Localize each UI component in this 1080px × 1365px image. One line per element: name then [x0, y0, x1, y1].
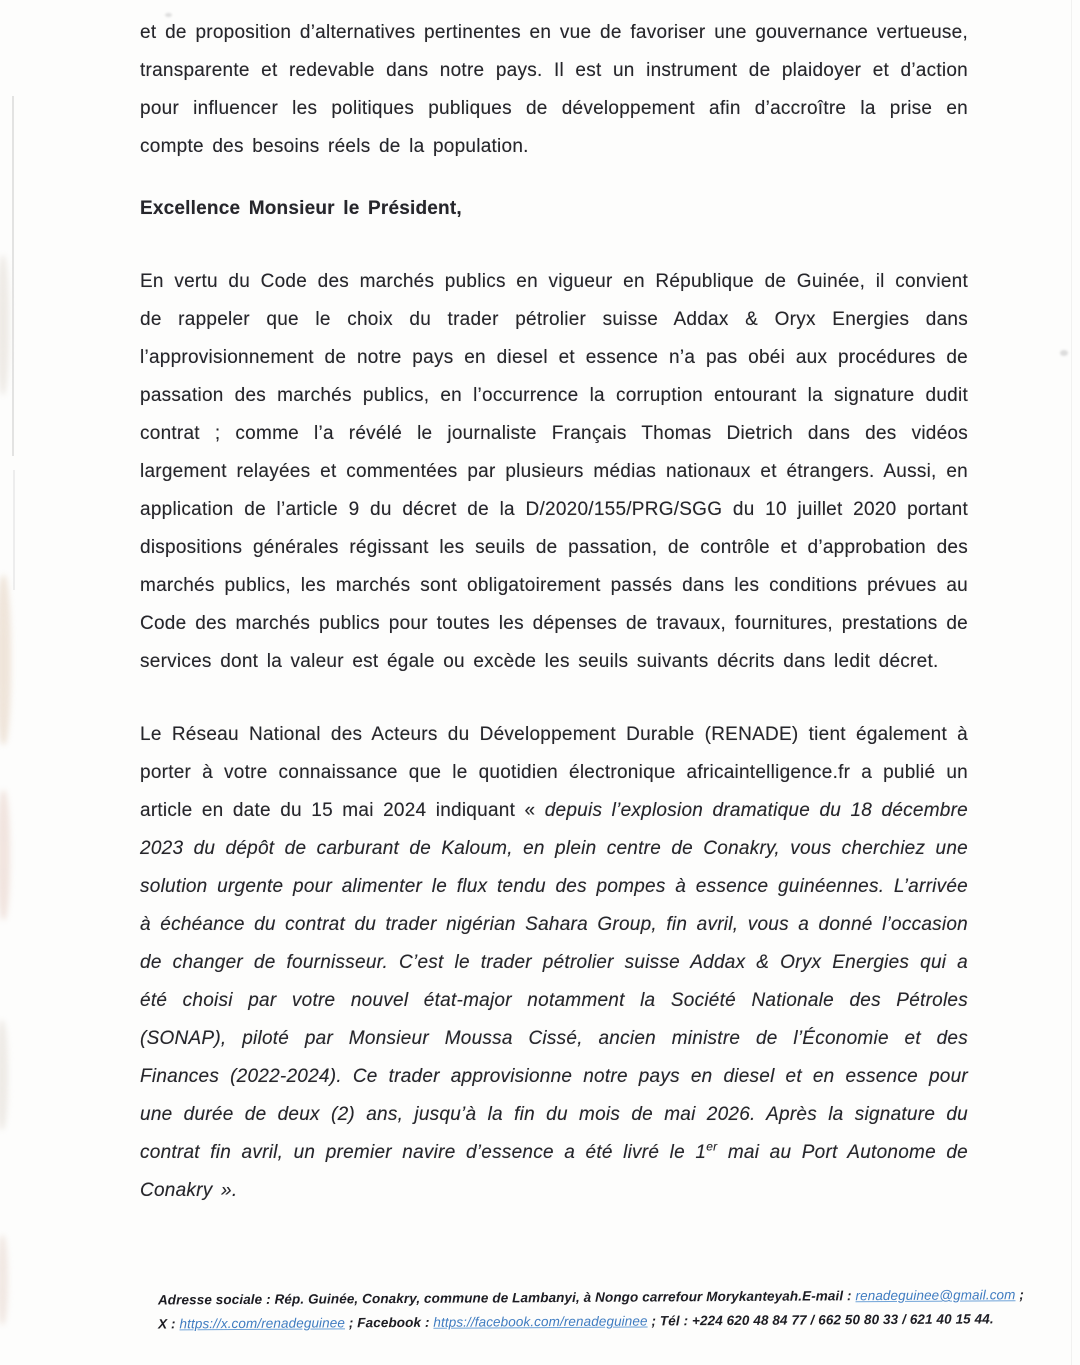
quoted-article-text	[140, 800, 968, 1201]
scan-blotch-artifact	[0, 1020, 8, 1130]
scan-blotch-artifact	[0, 575, 11, 745]
scan-edge-artifact	[12, 96, 14, 456]
email-link[interactable]: renadeguinee@gmail.com	[855, 1287, 1016, 1304]
footer-address-text: Adresse sociale : Rép. Guinée, Conakry, commune de Lambanyi, à Nongo carrefour Morykanteyah.	[157, 1288, 803, 1308]
email-label: E-mail :	[802, 1288, 852, 1304]
paragraph-intro-text: Le Réseau National des Acteurs du Développement Durable (RENADE) tient également à porter à votre connaissance que le quotidien électronique africaintelligence.fr a publié un article en date du 15 mai 2024 indiquant «	[140, 724, 968, 821]
letter-body	[140, 14, 968, 1210]
paragraph-governance: et de proposition d’alternatives pertinentes en vue de favoriser une gouvernance vertueuse, transparente et redevable dans notre pays. Il est un instrument de plaidoyer et d’action pour influencer les politiques publiques de développement afin d’accroître la prise en compte des besoins réels de la population.	[140, 22, 968, 157]
quote-part2: mai au Port Autonome de Conakry ».	[140, 1142, 968, 1201]
paragraph-marches-publics: En vertu du Code des marchés publics en vigueur en République de Guinée, il convient de rappeler que le choix du trader pétrolier suisse Addax & Oryx Energies dans l’approvisionnement de notre pays en diesel et essence n’a pas obéi aux procédures de passation des marchés publics, en l’occurrence la corruption entourant la signature dudit contrat ; comme l’a révélé le journaliste Français Thomas Dietrich dans des vidéos largement relayées et commentées par plusieurs médias nationaux et étrangers. Aussi, en application de l’article 9 du décret de la D/2020/155/PRG/SGG du 10 juillet 2020 portant dispositions générales régissant les seuils de passation, de contrôle et d’approbation des marchés publics, les marchés sont obligatoirement passés dans les conditions prévues au Code des marchés publics pour toutes les dépenses de travaux, fournitures, prestations de services dont la valeur est égale ou excède les seuils suivants décrits dans ledit décret.	[140, 271, 968, 672]
scan-blotch-artifact	[0, 790, 10, 920]
x-profile-link[interactable]: https://x.com/renadeguinee	[179, 1315, 345, 1332]
x-label: X :	[158, 1316, 176, 1332]
paragraph-renade-article	[140, 716, 968, 1210]
email-terminator: ;	[1019, 1287, 1024, 1303]
facebook-profile-link[interactable]: https://facebook.com/renadeguinee	[433, 1313, 648, 1330]
scan-edge-artifact	[13, 470, 15, 590]
footer-email-group	[802, 1283, 1024, 1308]
footer-line-contacts	[158, 1308, 994, 1337]
scan-speck-artifact	[1060, 350, 1068, 356]
telephone-text: ; Tél : +224 620 48 84 77 / 662 50 80 33 / 621 40 15 44.	[651, 1311, 994, 1329]
scan-blotch-artifact	[0, 1235, 8, 1325]
salutation-heading: Excellence Monsieur le Président,	[140, 198, 462, 219]
letter-footer	[157, 1284, 1024, 1337]
scan-blotch-artifact	[0, 255, 9, 395]
ordinal-superscript: er	[706, 1139, 718, 1154]
scan-edge-artifact	[1071, 0, 1072, 1365]
facebook-label: ; Facebook :	[348, 1314, 430, 1331]
quote-part1: depuis l’explosion dramatique du 18 décembre 2023 du dépôt de carburant de Kaloum, en plein centre de Conakry, vous cherchiez une solution urgente pour alimenter le flux tendu des pompes à essence guinéennes. L’arrivée à échéance du contrat du trader nigérian Sahara Group, fin avril, vous a donné l’occasion de changer de fournisseur. C’est le trader pétrolier suisse Addax & Oryx Energies qui a été choisi par votre nouvel état-major notamment la Société Nationale des Pétroles (SONAP), piloté par Monsieur Moussa Cissé, ancien ministre de l’Économie et des Finances (2022-2024). Ce trader approvisionne notre pays en diesel et en essence pour une durée de deux (2) ans, jusqu’à la fin du mois de mai 2026. Après la signature du contrat fin avril, un premier navire d’essence a été livré le 1	[140, 800, 968, 1163]
